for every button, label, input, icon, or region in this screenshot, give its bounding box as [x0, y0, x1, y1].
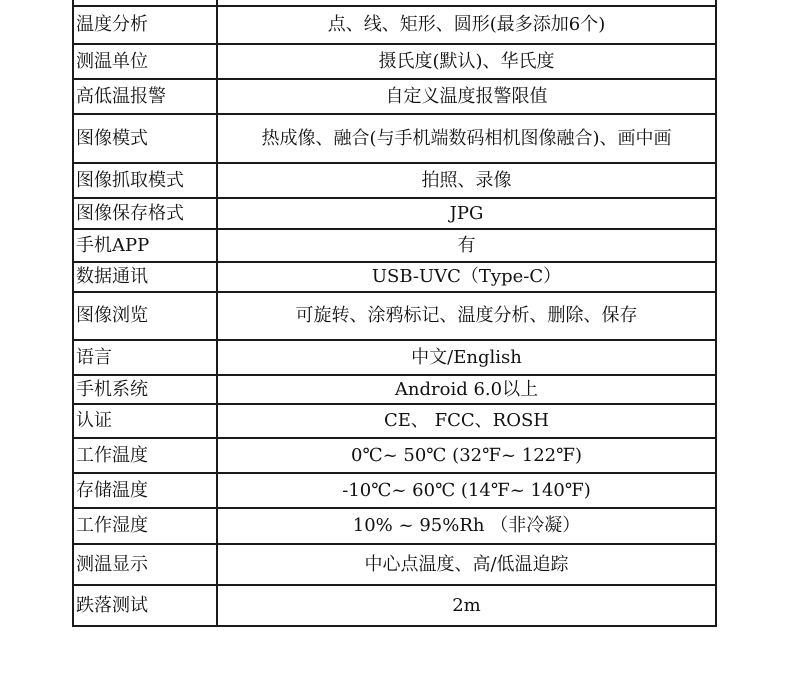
specifications-table: [72, 0, 717, 627]
row-label: 高低温报警: [73, 79, 217, 114]
table-row: [73, 292, 716, 340]
row-value: 有: [217, 229, 716, 262]
row-label: 存储温度: [73, 473, 217, 508]
row-label: 语言: [73, 340, 217, 375]
row-label: 图像模式: [73, 114, 217, 163]
row-value: CE、 FCC、ROSH: [217, 404, 716, 438]
table-row: [73, 340, 716, 375]
row-label: 图像保存格式: [73, 198, 217, 229]
row-label: 数据通讯: [73, 262, 217, 292]
table-row: [73, 6, 716, 44]
row-label: 认证: [73, 404, 217, 438]
row-label: 手机系统: [73, 375, 217, 404]
row-value: Android 6.0以上: [217, 375, 716, 404]
row-value: 可旋转、涂鸦标记、温度分析、删除、保存: [217, 292, 716, 340]
row-value: 2m: [217, 585, 716, 626]
row-label: 图像抓取模式: [73, 163, 217, 198]
row-value: 摄氏度(默认)、华氏度: [217, 44, 716, 79]
row-value: 热成像、融合(与手机端数码相机图像融合)、画中画: [217, 114, 716, 163]
row-value: 0℃~ 50℃ (32℉~ 122℉): [217, 438, 716, 473]
table-row: [73, 404, 716, 438]
row-label: 跌落测试: [73, 585, 217, 626]
table-row: [73, 114, 716, 163]
row-label: 温度分析: [73, 6, 217, 44]
table-row: [73, 44, 716, 79]
table-row: [73, 229, 716, 262]
row-label: 手机APP: [73, 229, 217, 262]
row-value: -10℃~ 60℃ (14℉~ 140℉): [217, 473, 716, 508]
row-value: 自定义温度报警限值: [217, 79, 716, 114]
table-row: [73, 262, 716, 292]
table-row: [73, 79, 716, 114]
row-label: 图像浏览: [73, 292, 217, 340]
row-value: 中心点温度、高/低温追踪: [217, 544, 716, 585]
row-label: 工作温度: [73, 438, 217, 473]
row-label: 测温单位: [73, 44, 217, 79]
row-value: USB-UVC（Type-C）: [217, 262, 716, 292]
table-row: [73, 544, 716, 585]
table-row: [73, 375, 716, 404]
table-row: [73, 585, 716, 626]
row-value: 拍照、录像: [217, 163, 716, 198]
row-value: 中文/English: [217, 340, 716, 375]
table-row: [73, 508, 716, 544]
row-label: 工作湿度: [73, 508, 217, 544]
row-label: 测温显示: [73, 544, 217, 585]
row-value: 点、线、矩形、圆形(最多添加6个): [217, 6, 716, 44]
table-row: [73, 163, 716, 198]
row-value: JPG: [217, 198, 716, 229]
table-row: [73, 438, 716, 473]
table-row: [73, 198, 716, 229]
row-value: 10% ~ 95%Rh （非冷凝）: [217, 508, 716, 544]
table-row: [73, 473, 716, 508]
